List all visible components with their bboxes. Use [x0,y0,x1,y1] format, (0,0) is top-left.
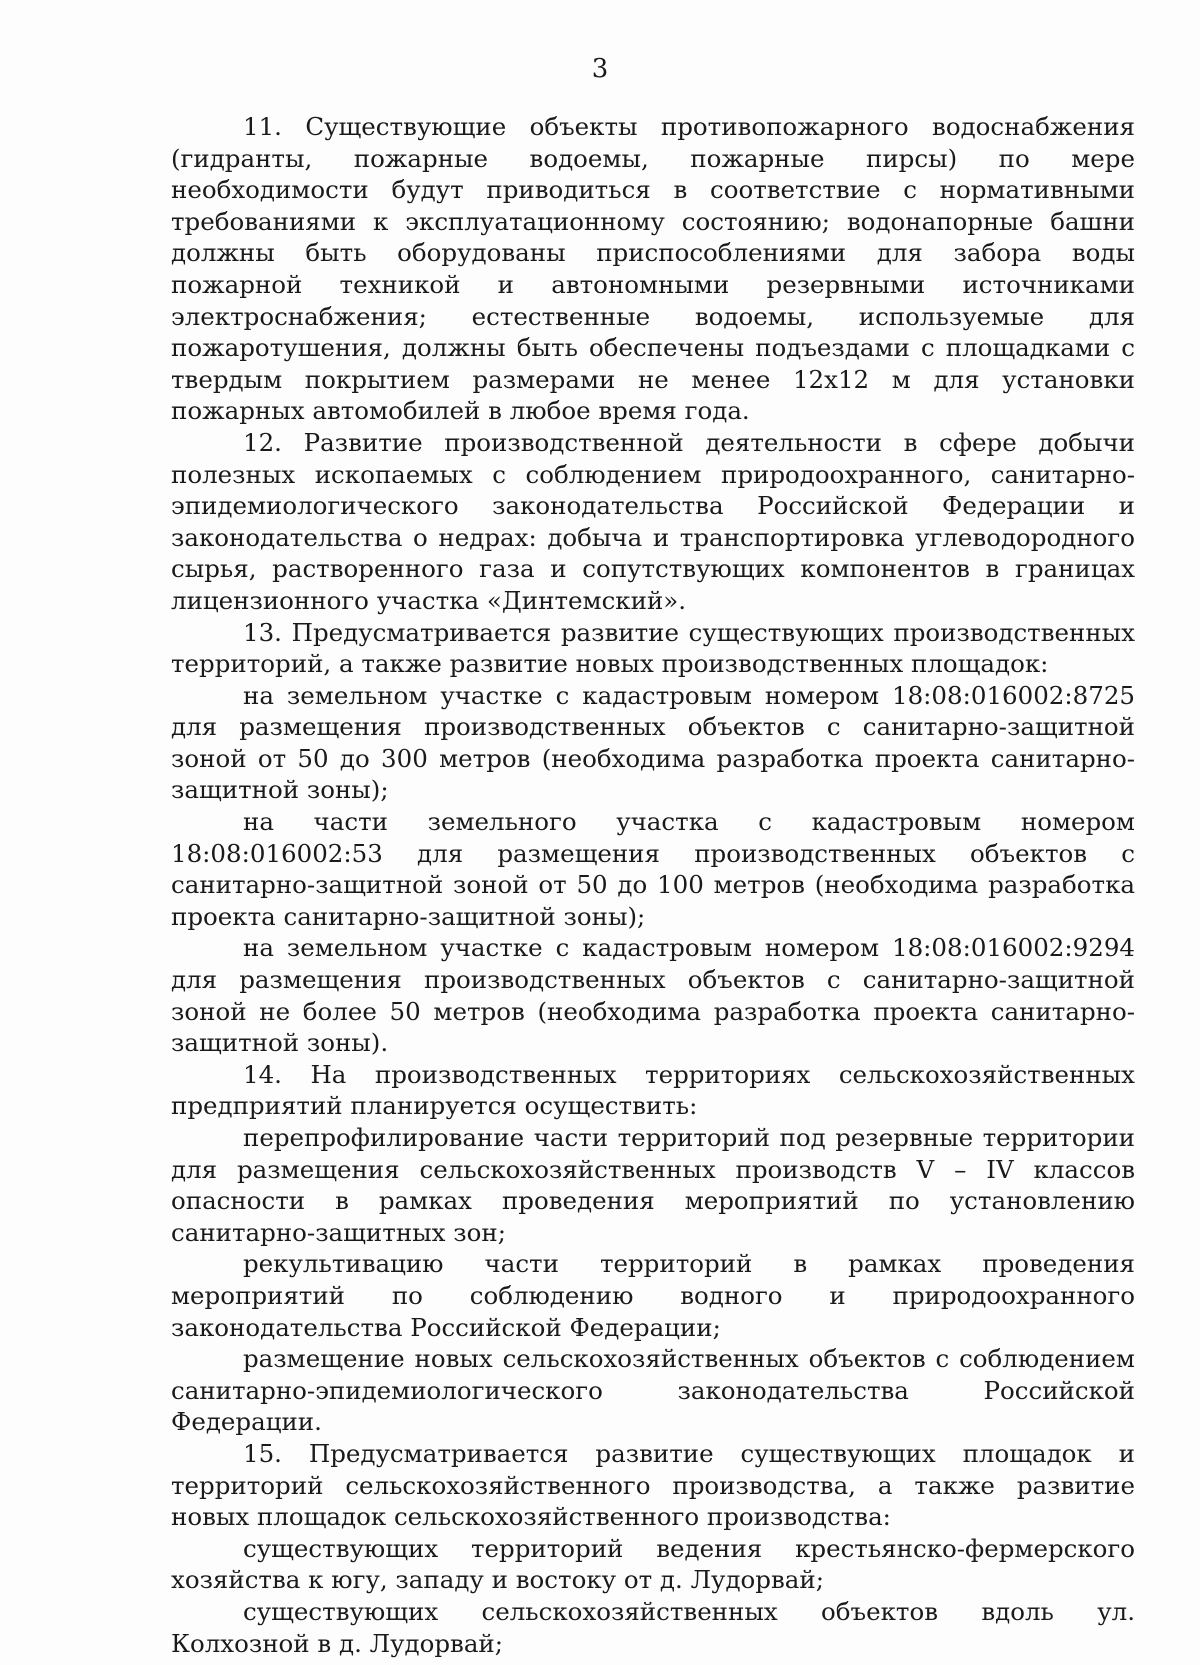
list-item-kolkhoznaya-street: существующих сельскохозяйственных объектов вдоль ул. Колхозной в д. Лудорвай; [171,1596,1135,1658]
paragraph-14-agricultural-enterprises: 14. На производственных территориях сельскохозяйственных предприятий планируется осуществить: [171,1059,1135,1121]
list-item-plot-8725: на земельном участке с кадастровым номером 18:08:016002:8725 для размещения производственных объектов с санитарно-защитной зоной от 50 до 300 метров (необходима разработка проекта санитарно-защитной зоны); [171,680,1135,805]
list-item-recultivation: рекультивацию части территорий в рамках проведения мероприятий по соблюдению водного и природоохранного законодательства Российской Федерации; [171,1249,1135,1342]
page-number: 3 [591,54,609,84]
paragraph-12-mineral-extraction: 12. Развитие производственной деятельности в сфере добычи полезных ископаемых с соблюдением природоохранного, санитарно-эпидемиологического законодательства Российской Федерации и законодательства о недрах: добыча и транспортировка углеводородного сырья, растворенного газа и сопутствующих компонентов в границах лицензионного участка «Динтемский». [171,427,1135,615]
list-item-plot-9294: на земельном участке с кадастровым номером 18:08:016002:9294 для размещения производственных объектов с санитарно-защитной зоной не более 50 метров (необходима разработка проекта санитарно-защитной зоны). [171,933,1135,1058]
list-item-plot-53: на части земельного участка с кадастровым номером 18:08:016002:53 для размещения производственных объектов с санитарно-защитной зоной от 50 до 100 метров (необходима разработка проекта санитарно-защитной зоны); [171,807,1135,931]
paragraph-13-production-territories: 13. Предусматривается развитие существующих производственных территорий, а также развитие новых производственных площадок: [171,617,1135,679]
list-item-reprofiling: перепрофилирование части территорий под резервные территории для размещения сельскохозяйственных производств V – IV классов опасности в рамках проведения мероприятий по установлению санитарно-защитных зон; [171,1123,1135,1247]
paragraph-15-agricultural-production: 15. Предусматривается развитие существующих площадок и территорий сельскохозяйственного производства, а также развитие новых площадок сельскохозяйственного производства: [171,1438,1135,1532]
list-item-farm-territories: существующих территорий ведения крестьянско-фермерского хозяйства к югу, западу и востоку от д. Лудорвай; [171,1533,1135,1595]
list-item-new-agricultural-objects: размещение новых сельскохозяйственных объектов с соблюдением санитарно-эпидемиологического законодательства Российской Федерации. [171,1344,1135,1437]
paragraph-11-fire-water-supply: 11. Существующие объекты противопожарного водоснабжения (гидранты, пожарные водоемы, пожарные пирсы) по мере необходимости будут приводиться в соответствие с нормативными требованиями к эксплуатационному состоянию; водонапорные башни должны быть оборудованы приспособлениями для забора воды пожарной техникой и автономными резервными источниками электроснабжения; естественные водоемы, используемые для пожаротушения, должны быть обеспечены подъездами с площадками с твердым покрытием размерами не менее 12х12 м для установки пожарных автомобилей в любое время года. [171,112,1135,426]
document-body [171,111,1135,1659]
